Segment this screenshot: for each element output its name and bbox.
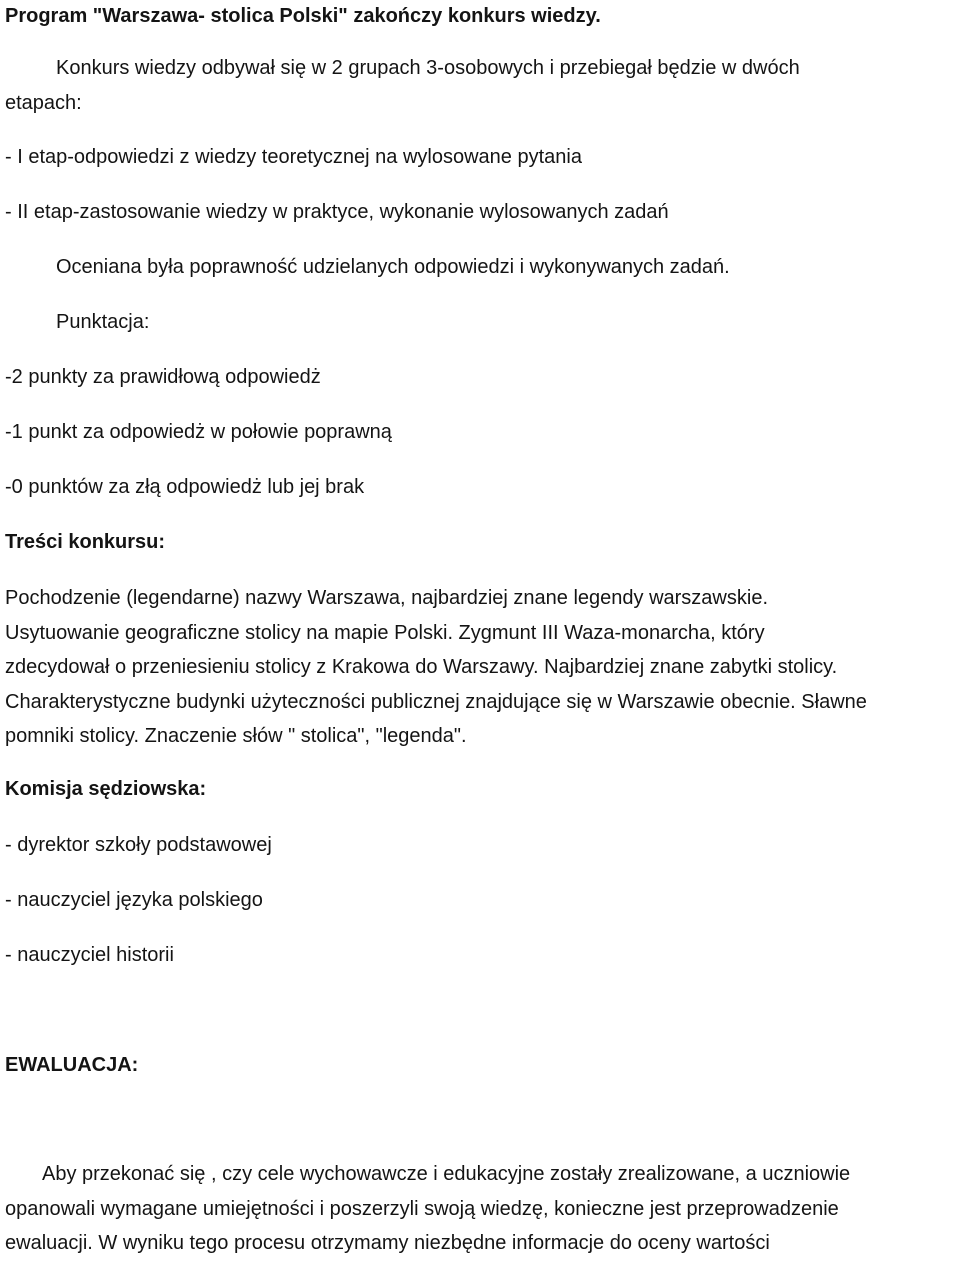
jury-heading: Komisja sędziowska:: [5, 778, 207, 800]
intro-line-1: Konkurs wiedzy odbywał się w 2 grupach 3-osobowych i przebiegał będzie w dwóch: [56, 57, 800, 79]
jury-member: - nauczyciel historii: [5, 944, 174, 966]
evaluation-heading: EWALUACJA:: [5, 1054, 139, 1076]
content-heading: Treści konkursu:: [5, 531, 166, 553]
content-line: Charakterystyczne budynki użyteczności publicznej znajdujące się w Warszawie obecnie. Sławne: [5, 690, 867, 713]
intro-line-2: etapach:: [5, 92, 82, 114]
evaluation-paragraph: [5, 1157, 960, 1261]
assessment-text: Oceniana była poprawność udzielanych odpowiedzi i wykonywanych zadań.: [56, 256, 730, 278]
scoring-item: -0 punktów za złą odpowiedż lub jej brak: [5, 476, 365, 498]
program-heading: Program "Warszawa- stolica Polski" zakończy konkurs wiedzy.: [5, 5, 601, 27]
content-line: Usytuowanie geograficzne stolicy na mapie Polski. Zygmunt III Waza-monarcha, który: [5, 621, 765, 644]
jury-member: - dyrektor szkoły podstawowej: [5, 834, 272, 856]
scoring-label: Punktacja:: [56, 311, 150, 333]
content-paragraph: [5, 581, 960, 754]
content-line: Pochodzenie (legendarne) nazwy Warszawa, najbardziej znane legendy warszawskie.: [5, 587, 768, 609]
stage-2: - II etap-zastosowanie wiedzy w praktyce, wykonanie wylosowanych zadań: [5, 201, 669, 223]
content-line: zdecydował o przeniesieniu stolicy z Krakowa do Warszawy. Najbardziej znane zabytki stolicy.: [5, 656, 838, 678]
content-line: pomniki stolicy. Znaczenie słów " stolica", "legenda".: [5, 725, 467, 747]
evaluation-line: opanowali wymagane umiejętności i poszerzyli swoją wiedzę, konieczne jest przeprowadzenie: [5, 1197, 839, 1220]
jury-member: - nauczyciel języka polskiego: [5, 889, 263, 911]
evaluation-line: ewaluacji. W wyniku tego procesu otrzymamy niezbędne informacje do oceny wartości: [5, 1232, 770, 1254]
evaluation-line: Aby przekonać się , czy cele wychowawcze i edukacyjne zostały zrealizowane, a uczniowie: [42, 1163, 851, 1185]
stage-1: - I etap-odpowiedzi z wiedzy teoretycznej na wylosowane pytania: [5, 146, 582, 168]
scoring-item: -1 punkt za odpowiedż w połowie poprawną: [5, 421, 392, 443]
scoring-item: -2 punkty za prawidłową odpowiedż: [5, 366, 321, 388]
